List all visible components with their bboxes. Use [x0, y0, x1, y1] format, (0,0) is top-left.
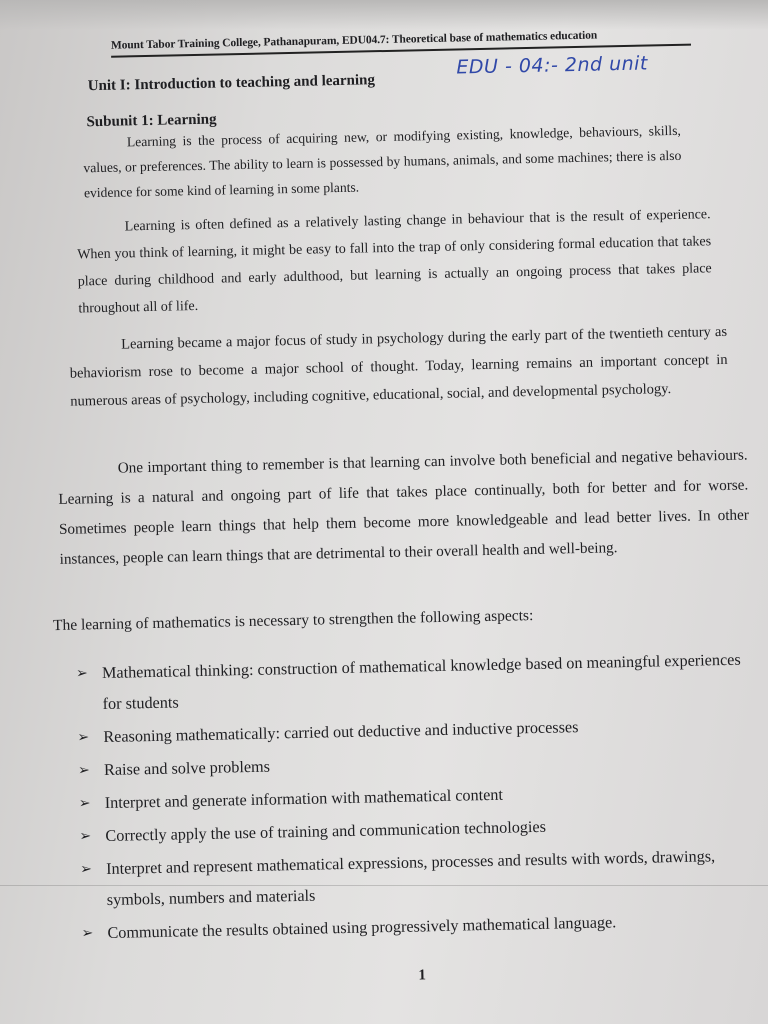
paragraph-4: One important thing to remember is that learning can involve both beneficial and negative behaviours. Learning is a natural and ongoing part of life that takes place continually, both for better and for worse. Sometimes people learn things that help them become more knowledgeable and lead better lives. In other instances, people can learn things that are detrimental to their overall health and well-being.: [58, 446, 750, 568]
page-header: Mount Tabor Training College, Pathanapuram, EDU04.7: Theoretical base of mathematics education: [111, 28, 691, 58]
arrow-bullet-icon: ➢: [75, 665, 88, 682]
subunit-title: Subunit 1: Learning: [86, 111, 217, 131]
list-item: ➢ Raise and solve problems: [64, 741, 764, 787]
arrow-bullet-icon: ➢: [81, 925, 94, 942]
aspects-intro: The learning of mathematics is necessary to strengthen the following aspects:: [52, 607, 534, 635]
list-item: ➢ Correctly apply the use of training and communication technologies: [65, 807, 765, 853]
unit-title: Unit I: Introduction to teaching and learning: [87, 72, 376, 95]
paragraph-1: Learning is the process of acquiring new, or modifying existing, knowledge, behaviours, skills, values, or preferences. The ability to learn is possessed by humans, animals, and some machines; there is also evidence for some kind of learning in some plants.: [83, 122, 682, 201]
paper-fold-line: [0, 885, 768, 886]
list-item: ➢ Interpret and represent mathematical expressions, processes and results with words, drawings, symbols, numbers and materials: [79, 847, 716, 910]
paragraph-3: Learning became a major focus of study in psychology during the early part of the twentieth century as behaviorism rose to become a major school of thought. Today, learning remains an important concept in numerous areas of psychology, including cognitive, educational, social, and developmental psychology.: [69, 323, 728, 410]
arrow-bullet-icon: ➢: [78, 795, 91, 812]
page-number: 1: [418, 967, 427, 984]
paragraph-2: Learning is often defined as a relatively lasting change in behaviour that is the result of experience. When you think of learning, it might be easy to fall into the trap of only considering formal education that takes place during childhood and early adulthood, but learning is actually an ongoing process that takes place throughout all of life.: [77, 207, 712, 317]
arrow-bullet-icon: ➢: [79, 861, 93, 878]
arrow-bullet-icon: ➢: [77, 762, 90, 779]
arrow-bullet-icon: ➢: [77, 729, 90, 746]
handwritten-note: EDU - 04:- 2nd unit: [456, 52, 649, 79]
list-item: ➢ Mathematical thinking: construction of mathematical knowledge based on meaningful experiences for students: [75, 650, 741, 714]
list-item: ➢ Interpret and generate information with mathematical content: [64, 774, 764, 820]
list-item: ➢ Communicate the results obtained using progressively mathematical language.: [67, 904, 767, 950]
arrow-bullet-icon: ➢: [79, 828, 92, 845]
list-item: ➢ Reasoning mathematically: carried out deductive and inductive processes: [63, 708, 763, 754]
aspects-list: [62, 644, 768, 952]
